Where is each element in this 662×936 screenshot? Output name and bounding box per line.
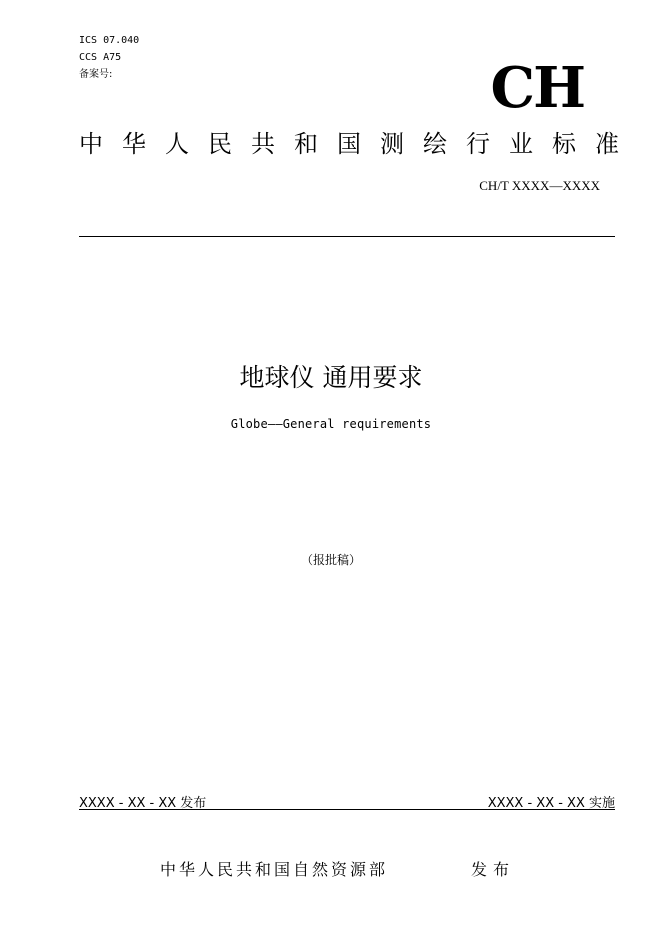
standard-category-char: 绘 (423, 130, 447, 158)
standard-category-char: 和 (294, 130, 318, 158)
document-title: 地球仪 通用要求 (239, 363, 423, 392)
implementation-date: XXXX - XX - XX 实施 (487, 796, 615, 811)
standard-number: CH/T XXXX—XXXX (479, 178, 600, 193)
standard-category-char: 人 (165, 130, 189, 158)
footer-divider (79, 809, 615, 810)
standard-category-char: 测 (380, 130, 404, 158)
standard-category-char: 业 (509, 130, 533, 158)
ics-code: ICS 07.040 (79, 35, 140, 46)
draft-status: （报批稿） (300, 553, 361, 567)
issue-date: XXXX - XX - XX 发布 (79, 796, 207, 811)
standard-category-char: 标 (552, 130, 576, 158)
record-number-label: 备案号: (79, 69, 113, 80)
issue-label: 发布 (471, 860, 516, 879)
document-title-english: Globe——General requirements (230, 417, 432, 431)
standard-category-char: 行 (466, 130, 490, 158)
header-divider (79, 236, 615, 237)
standard-category-title (79, 128, 619, 160)
standard-category-char: 准 (595, 130, 619, 158)
standard-category-char: 中 (79, 130, 103, 158)
issuing-authority: 中华人民共和国自然资源部 (160, 860, 389, 879)
standard-category-char: 国 (337, 130, 361, 158)
ccs-code: CCS A75 (79, 52, 122, 63)
standard-category-char: 民 (208, 130, 232, 158)
standard-category-char: 华 (122, 130, 146, 158)
standard-category-char: 共 (251, 130, 275, 158)
ch-logo: CH (490, 55, 584, 121)
